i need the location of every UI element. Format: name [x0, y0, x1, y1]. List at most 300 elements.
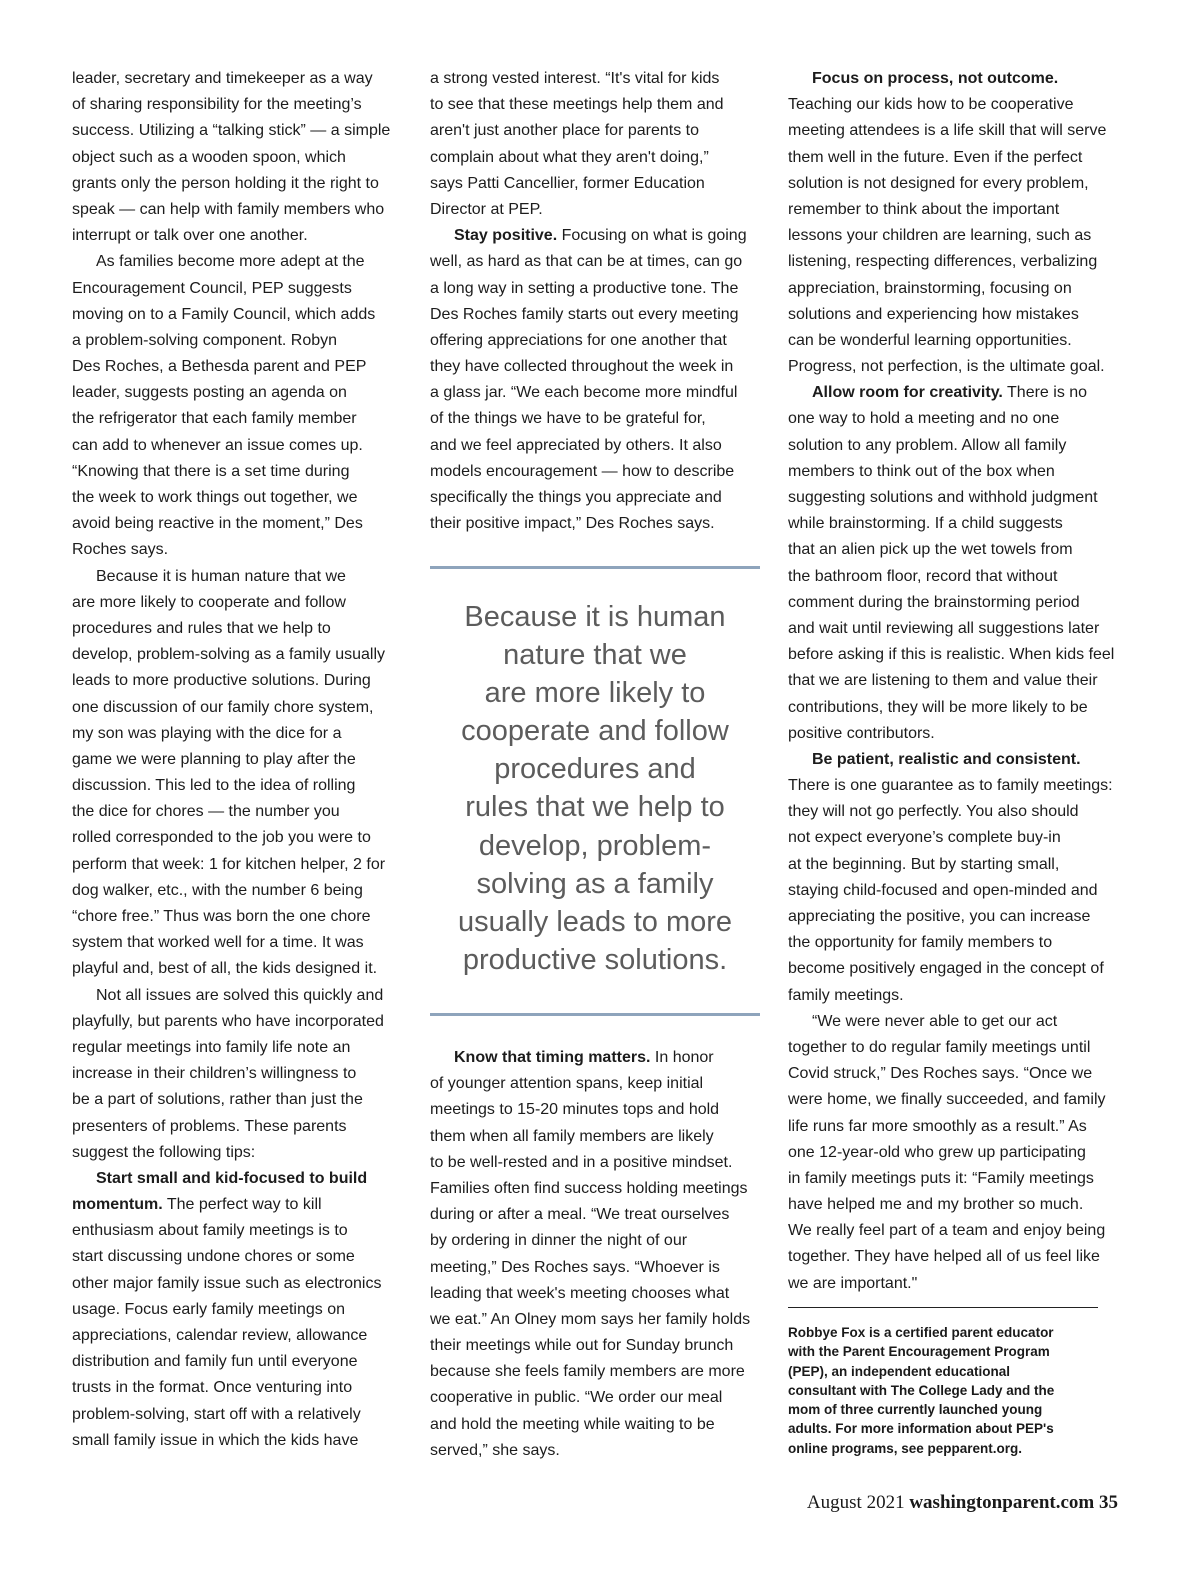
- line-text: small family issue in which the kids have: [72, 1431, 359, 1449]
- line-text: that an alien pick up the wet towels from: [788, 541, 1073, 559]
- line-text: solution is not designed for every problem,: [788, 174, 1089, 192]
- text-line: [72, 1192, 402, 1218]
- text-line: [72, 537, 402, 563]
- line-text: playful and, best of all, the kids designed it.: [72, 960, 378, 978]
- text-line: [788, 223, 1120, 249]
- text-line: [72, 773, 402, 799]
- text-line: [72, 1035, 402, 1061]
- text-line: [72, 1428, 402, 1454]
- line-text: leader, secretary and timekeeper as a way: [72, 70, 373, 87]
- text-line: [430, 1438, 760, 1464]
- text-line: [788, 747, 1120, 773]
- line-text: meeting,” Des Roches says. “Whoever is: [430, 1258, 720, 1276]
- line-text: meeting attendees is a life skill that will serve: [788, 122, 1107, 140]
- text-line: [72, 1009, 402, 1035]
- line-text: be a part of solutions, rather than just the: [72, 1091, 363, 1109]
- text-line: [788, 328, 1120, 354]
- column-3: [788, 66, 1120, 1297]
- text-line: [72, 956, 402, 982]
- pull-quote-line: cooperate and follow: [461, 715, 729, 748]
- text-line: [788, 537, 1120, 563]
- line-text: become positively engaged in the concept of: [788, 960, 1104, 978]
- line-text: to be well-rested and in a positive mindset.: [430, 1153, 733, 1171]
- line-text: we eat.” An Olney mom says her family holds: [430, 1310, 751, 1328]
- line-text: Focusing on what is going: [557, 227, 747, 245]
- text-line: [72, 171, 402, 197]
- line-text: the opportunity for family members to: [788, 934, 1053, 952]
- line-text: that we are listening to them and value their: [788, 672, 1098, 690]
- text-line: [430, 1333, 760, 1359]
- text-line: [788, 145, 1120, 171]
- tip-heading: Know that timing matters.: [454, 1049, 651, 1066]
- line-text: can be wonderful learning opportunities.: [788, 331, 1072, 349]
- line-text: The perfect way to kill: [162, 1196, 322, 1214]
- line-text: positive contributors.: [788, 724, 935, 742]
- text-line: [72, 197, 402, 223]
- text-line: [430, 1176, 760, 1202]
- text-line: [788, 92, 1120, 118]
- line-text: during or after a meal. “We treat ourselves: [430, 1206, 730, 1224]
- text-line: [430, 1385, 760, 1411]
- text-line: [72, 1114, 402, 1140]
- line-text: regular meetings into family life note an: [72, 1038, 351, 1056]
- line-text: As families become more adept at the: [96, 253, 365, 271]
- text-line: [430, 118, 760, 144]
- text-line: [788, 1166, 1120, 1192]
- line-text: There is one guarantee as to family meetings:: [788, 777, 1113, 795]
- text-line: [72, 1323, 402, 1349]
- line-text: Encouragement Council, PEP suggests: [72, 279, 352, 297]
- text-line: [788, 459, 1120, 485]
- line-text: a glass jar. “We each become more mindful: [430, 384, 738, 402]
- line-text: “Knowing that there is a set time during: [72, 462, 350, 480]
- text-line: [788, 380, 1120, 406]
- line-text: specifically the things you appreciate and: [430, 489, 722, 506]
- line-text: their meetings while out for Sunday brunch: [430, 1337, 734, 1355]
- line-text: remember to think about the important: [788, 200, 1060, 218]
- line-text: problem-solving, start off with a relatively: [72, 1405, 361, 1423]
- text-line: [72, 904, 402, 930]
- text-line: [430, 1202, 760, 1228]
- text-line: [72, 1218, 402, 1244]
- line-text: the week to work things out together, we: [72, 489, 358, 506]
- text-line: [788, 930, 1120, 956]
- line-text: leader, suggests posting an agenda on: [72, 384, 347, 402]
- text-line: [72, 223, 402, 249]
- line-text: before asking if this is realistic. When kids feel: [788, 646, 1115, 664]
- text-line: [72, 983, 402, 1009]
- text-line: [788, 433, 1120, 459]
- text-line: [788, 1140, 1120, 1166]
- text-line: [72, 406, 402, 432]
- text-line: [72, 249, 402, 275]
- line-text: have helped me and my brother so much.: [788, 1196, 1084, 1214]
- line-text: In honor: [650, 1049, 714, 1066]
- pull-quote-line: productive solutions.: [462, 943, 728, 976]
- text-line: [72, 433, 402, 459]
- text-line: [72, 328, 402, 354]
- line-text: of the things we have to be grateful for,: [430, 410, 706, 428]
- line-text: contributions, they will be more likely to be: [788, 698, 1088, 716]
- text-line: [430, 459, 760, 485]
- text-line: [72, 92, 402, 118]
- text-line: [72, 66, 402, 92]
- pull-quote-line: Because it is human: [464, 601, 726, 633]
- line-text: success. Utilizing a “talking stick” — a simple: [72, 122, 391, 140]
- line-text: game we were planning to play after the: [72, 750, 356, 768]
- author-bio: [788, 1323, 1108, 1458]
- line-text: cooperative in public. “We order our meal: [430, 1389, 723, 1407]
- text-line: [72, 1244, 402, 1270]
- line-text: develop, problem-solving as a family usually: [72, 646, 386, 664]
- line-text: usage. Focus early family meetings on: [72, 1300, 346, 1318]
- text-line: [788, 825, 1120, 851]
- line-text: interrupt or talk over one another.: [72, 227, 308, 245]
- text-line: [72, 564, 402, 590]
- text-line: [72, 1271, 402, 1297]
- line-text: Covid struck,” Des Roches says. “Once we: [788, 1065, 1093, 1083]
- text-line: [788, 956, 1120, 982]
- text-line: [430, 1150, 760, 1176]
- text-line: [72, 118, 402, 144]
- text-line: [788, 668, 1120, 694]
- text-line: [430, 1359, 760, 1385]
- line-text: start discussing undone chores or some: [72, 1248, 355, 1266]
- line-text: “chore free.” Thus was born the one chore: [72, 908, 371, 925]
- text-line: [430, 276, 760, 302]
- pull-quote-line: are more likely to: [484, 677, 706, 710]
- line-text: Progress, not perfection, is the ultimate goal.: [788, 358, 1105, 376]
- text-line: [788, 197, 1120, 223]
- text-line: [72, 721, 402, 747]
- line-text: dog walker, etc., with the number 6 being: [72, 881, 363, 899]
- text-line: [72, 459, 402, 485]
- tip-heading: Start small and kid-focused to build: [96, 1169, 368, 1187]
- text-line: [430, 1045, 760, 1071]
- text-line: [788, 249, 1120, 275]
- text-line: [788, 852, 1120, 878]
- text-line: [788, 276, 1120, 302]
- tip-heading: Be patient, realistic and consistent.: [812, 750, 1081, 768]
- line-text: the refrigerator that each family member: [72, 410, 357, 428]
- text-line: [788, 1192, 1120, 1218]
- line-text: playfully, but parents who have incorporated: [72, 1012, 384, 1030]
- text-line: [788, 171, 1120, 197]
- line-text: “We were never able to get our act: [812, 1012, 1058, 1030]
- text-line: [430, 511, 760, 537]
- line-text: object such as a wooden spoon, which: [72, 148, 346, 166]
- line-text: lessons your children are learning, such as: [788, 227, 1092, 245]
- text-line: [72, 590, 402, 616]
- pull-quote-line: solving as a family: [476, 867, 714, 900]
- pull-quote-line: procedures and: [494, 753, 696, 786]
- line-text: while brainstorming. If a child suggests: [788, 515, 1063, 533]
- text-line: [72, 878, 402, 904]
- pull-quote-line: nature that we: [503, 639, 687, 672]
- line-text: appreciation, brainstorming, focusing on: [788, 279, 1072, 297]
- text-line: [72, 380, 402, 406]
- line-text: together. They have helped all of us feel like: [788, 1248, 1100, 1266]
- pull-quote-bottom-rule: [430, 1013, 760, 1016]
- text-line: [72, 1140, 402, 1166]
- column-2-top: [430, 66, 760, 537]
- line-text: well, as hard as that can be at times, can go: [430, 253, 743, 271]
- text-line: [72, 616, 402, 642]
- text-line: [788, 983, 1120, 1009]
- line-text: together to do regular family meetings until: [788, 1038, 1091, 1056]
- line-text: rolled corresponded to the job you were to: [72, 829, 371, 847]
- line-text: a long way in setting a productive tone. The: [430, 279, 739, 297]
- text-line: [788, 1061, 1120, 1087]
- text-line: [430, 92, 760, 118]
- text-line: [788, 721, 1120, 747]
- line-text: to see that these meetings help them and: [430, 96, 724, 114]
- tip-heading: Stay positive.: [454, 227, 558, 245]
- line-text: meetings to 15-20 minutes tops and hold: [430, 1101, 720, 1119]
- line-text: Roches says.: [72, 541, 169, 559]
- line-text: avoid being reactive in the moment,” Des: [72, 515, 363, 533]
- line-text: says Patti Cancellier, former Education: [430, 174, 705, 192]
- text-line: [72, 485, 402, 511]
- text-line: [72, 930, 402, 956]
- line-text: of younger attention spans, keep initial: [430, 1075, 704, 1093]
- text-line: [788, 1244, 1120, 1270]
- text-line: [430, 1255, 760, 1281]
- text-line: [72, 1087, 402, 1113]
- line-text: appreciations, calendar review, allowance: [72, 1327, 368, 1344]
- text-line: [72, 1375, 402, 1401]
- text-line: [72, 642, 402, 668]
- column-1: [72, 66, 402, 1454]
- line-text: and wait until reviewing all suggestions later: [788, 619, 1100, 637]
- text-line: [72, 145, 402, 171]
- footer-date: August 2021: [806, 1492, 905, 1513]
- line-text: increase in their children’s willingness to: [72, 1065, 357, 1083]
- text-line: [430, 380, 760, 406]
- text-line: [788, 904, 1120, 930]
- text-line: [788, 1271, 1120, 1297]
- text-line: [430, 406, 760, 432]
- text-line: [788, 485, 1120, 511]
- text-line: [430, 302, 760, 328]
- line-text: of sharing responsibility for the meeting’s: [72, 96, 362, 114]
- tip-heading: Allow room for creativity.: [812, 384, 1003, 402]
- text-line: [788, 590, 1120, 616]
- text-line: [72, 747, 402, 773]
- text-line: [72, 276, 402, 302]
- text-line: [72, 1402, 402, 1428]
- line-text: Because it is human nature that we: [96, 567, 346, 585]
- text-line: [430, 1124, 760, 1150]
- line-text: served,” she says.: [430, 1441, 560, 1459]
- line-text: system that worked well for a time. It was: [72, 934, 364, 952]
- pull-quote: [430, 598, 760, 979]
- line-text: and we feel appreciated by others. It also: [430, 436, 722, 454]
- line-text: them when all family members are likely: [430, 1127, 714, 1145]
- text-line: [72, 354, 402, 380]
- line-text: their positive impact,” Des Roches says.: [430, 515, 715, 533]
- line-text: family meetings.: [788, 986, 904, 1004]
- line-text: one way to hold a meeting and no one: [788, 410, 1060, 428]
- line-text: enthusiasm about family meetings is to: [72, 1222, 348, 1240]
- footer-site: washingtonparent.com: [909, 1492, 1095, 1513]
- tip-heading: Focus on process, not outcome.: [812, 70, 1059, 87]
- line-text: Families often find success holding meetings: [430, 1179, 748, 1197]
- line-text: can add to whenever an issue comes up.: [72, 436, 363, 454]
- line-text: they have collected throughout the week in: [430, 358, 734, 376]
- text-line: [788, 66, 1120, 92]
- text-line: [72, 668, 402, 694]
- line-text: moving on to a Family Council, which adds: [72, 305, 376, 323]
- text-line: [788, 406, 1120, 432]
- text-line: [430, 354, 760, 380]
- line-text: they will not go perfectly. You also should: [788, 803, 1079, 821]
- line-text: leading that week's meeting chooses what: [430, 1284, 730, 1302]
- text-line: [788, 616, 1120, 642]
- text-line: [430, 1228, 760, 1254]
- line-text: life runs far more smoothly as a result.” As: [788, 1117, 1087, 1135]
- line-text: distribution and family fun until everyone: [72, 1353, 358, 1371]
- text-line: [72, 825, 402, 851]
- line-text: suggest the following tips:: [72, 1143, 256, 1161]
- bio-line: consultant with The College Lady and the: [788, 1382, 1055, 1398]
- line-text: presenters of problems. These parents: [72, 1117, 347, 1135]
- line-text: Director at PEP.: [430, 200, 543, 218]
- line-text: a strong vested interest. “It's vital for kids: [430, 70, 720, 87]
- text-line: [72, 1166, 402, 1192]
- text-line: [72, 695, 402, 721]
- column-2-bottom: [430, 1045, 760, 1464]
- text-line: [788, 642, 1120, 668]
- bio-line: online programs, see pepparent.org.: [788, 1440, 1023, 1456]
- tip-heading: momentum.: [72, 1196, 163, 1214]
- line-text: because she feels family members are more: [430, 1363, 745, 1381]
- text-line: [788, 564, 1120, 590]
- bio-line: adults. For more information about PEP's: [788, 1421, 1054, 1437]
- line-text: at the beginning. But by starting small,: [788, 855, 1060, 873]
- line-text: Not all issues are solved this quickly and: [96, 986, 384, 1004]
- line-text: leads to more productive solutions. During: [72, 672, 371, 690]
- line-text: staying child-focused and open-minded and: [788, 881, 1098, 899]
- line-text: and hold the meeting while waiting to be: [430, 1415, 715, 1433]
- line-text: solution to any problem. Allow all family: [788, 436, 1067, 454]
- text-line: [430, 249, 760, 275]
- text-line: [788, 773, 1120, 799]
- footer-page-number: 35: [1099, 1492, 1118, 1513]
- line-text: the dice for chores — the number you: [72, 803, 340, 821]
- page-footer: [807, 1492, 1118, 1514]
- text-line: [72, 1349, 402, 1375]
- line-text: by ordering in dinner the night of our: [430, 1232, 688, 1250]
- text-line: [788, 118, 1120, 144]
- text-line: [430, 66, 760, 92]
- line-text: procedures and rules that we help to: [72, 619, 331, 637]
- text-line: [430, 145, 760, 171]
- line-text: one discussion of our family chore system,: [72, 698, 374, 716]
- line-text: We really feel part of a team and enjoy being: [788, 1222, 1106, 1240]
- bio-line: mom of three currently launched young: [788, 1402, 1043, 1418]
- text-line: [788, 1218, 1120, 1244]
- line-text: are more likely to cooperate and follow: [72, 593, 346, 611]
- text-line: [72, 1061, 402, 1087]
- text-line: [788, 1087, 1120, 1113]
- line-text: Des Roches, a Bethesda parent and PEP: [72, 358, 367, 376]
- text-line: [430, 197, 760, 223]
- line-text: my son was playing with the dice for a: [72, 724, 342, 742]
- line-text: There is no: [1002, 384, 1088, 402]
- text-line: [430, 171, 760, 197]
- line-text: discussion. This led to the idea of rolling: [72, 777, 356, 795]
- line-text: perform that week: 1 for kitchen helper, 2 for: [72, 855, 386, 873]
- line-text: complain about what they aren't doing,”: [430, 148, 709, 166]
- pull-quote-line: usually leads to more: [457, 905, 733, 938]
- text-line: [72, 799, 402, 825]
- bio-line: Robbye Fox is a certified parent educator: [788, 1325, 1054, 1340]
- line-text: grants only the person holding it the right to: [72, 174, 379, 192]
- text-line: [430, 1307, 760, 1333]
- line-text: members to think out of the box when: [788, 462, 1055, 480]
- text-line: [430, 433, 760, 459]
- text-line: [72, 1297, 402, 1323]
- text-line: [788, 1009, 1120, 1035]
- line-text: Des Roches family starts out every meeting: [430, 305, 739, 323]
- bio-divider: [788, 1307, 1098, 1308]
- line-text: solutions and experiencing how mistakes: [788, 305, 1079, 323]
- text-line: [72, 852, 402, 878]
- text-line: [430, 328, 760, 354]
- line-text: in family meetings puts it: “Family meetings: [788, 1169, 1094, 1187]
- line-text: other major family issue such as electronics: [72, 1274, 382, 1292]
- line-text: appreciating the positive, you can increase: [788, 908, 1091, 925]
- line-text: models encouragement — how to describe: [430, 462, 735, 480]
- text-line: [72, 302, 402, 328]
- line-text: a problem-solving component. Robyn: [72, 331, 338, 349]
- text-line: [788, 354, 1120, 380]
- line-text: we are important.": [788, 1274, 918, 1292]
- text-line: [72, 511, 402, 537]
- line-text: them well in the future. Even if the perfect: [788, 148, 1083, 166]
- text-line: [430, 1071, 760, 1097]
- line-text: speak — can help with family members who: [72, 200, 385, 218]
- text-line: [788, 799, 1120, 825]
- bio-line: (PEP), an independent educational: [788, 1363, 1011, 1379]
- line-text: Teaching our kids how to be cooperative: [788, 96, 1074, 114]
- line-text: trusts in the format. Once venturing into: [72, 1379, 353, 1397]
- line-text: the bathroom floor, record that without: [788, 567, 1058, 585]
- text-line: [788, 1035, 1120, 1061]
- pull-quote-line: develop, problem-: [478, 829, 712, 862]
- bio-line: with the Parent Encouragement Program: [788, 1344, 1050, 1360]
- text-line: [430, 1097, 760, 1123]
- text-line: [430, 1412, 760, 1438]
- text-line: [430, 223, 760, 249]
- line-text: comment during the brainstorming period: [788, 593, 1080, 611]
- text-line: [788, 1114, 1120, 1140]
- text-line: [430, 485, 760, 511]
- line-text: not expect everyone’s complete buy-in: [788, 829, 1061, 847]
- line-text: listening, respecting differences, verbalizing: [788, 253, 1098, 271]
- text-line: [788, 695, 1120, 721]
- line-text: offering appreciations for one another that: [430, 331, 727, 349]
- line-text: suggesting solutions and withhold judgment: [788, 489, 1098, 506]
- text-line: [788, 878, 1120, 904]
- text-line: [788, 302, 1120, 328]
- text-line: [430, 1281, 760, 1307]
- pull-quote-line: rules that we help to: [465, 791, 725, 824]
- line-text: one 12-year-old who grew up participating: [788, 1143, 1086, 1161]
- text-line: [788, 511, 1120, 537]
- line-text: aren't just another place for parents to: [430, 122, 699, 140]
